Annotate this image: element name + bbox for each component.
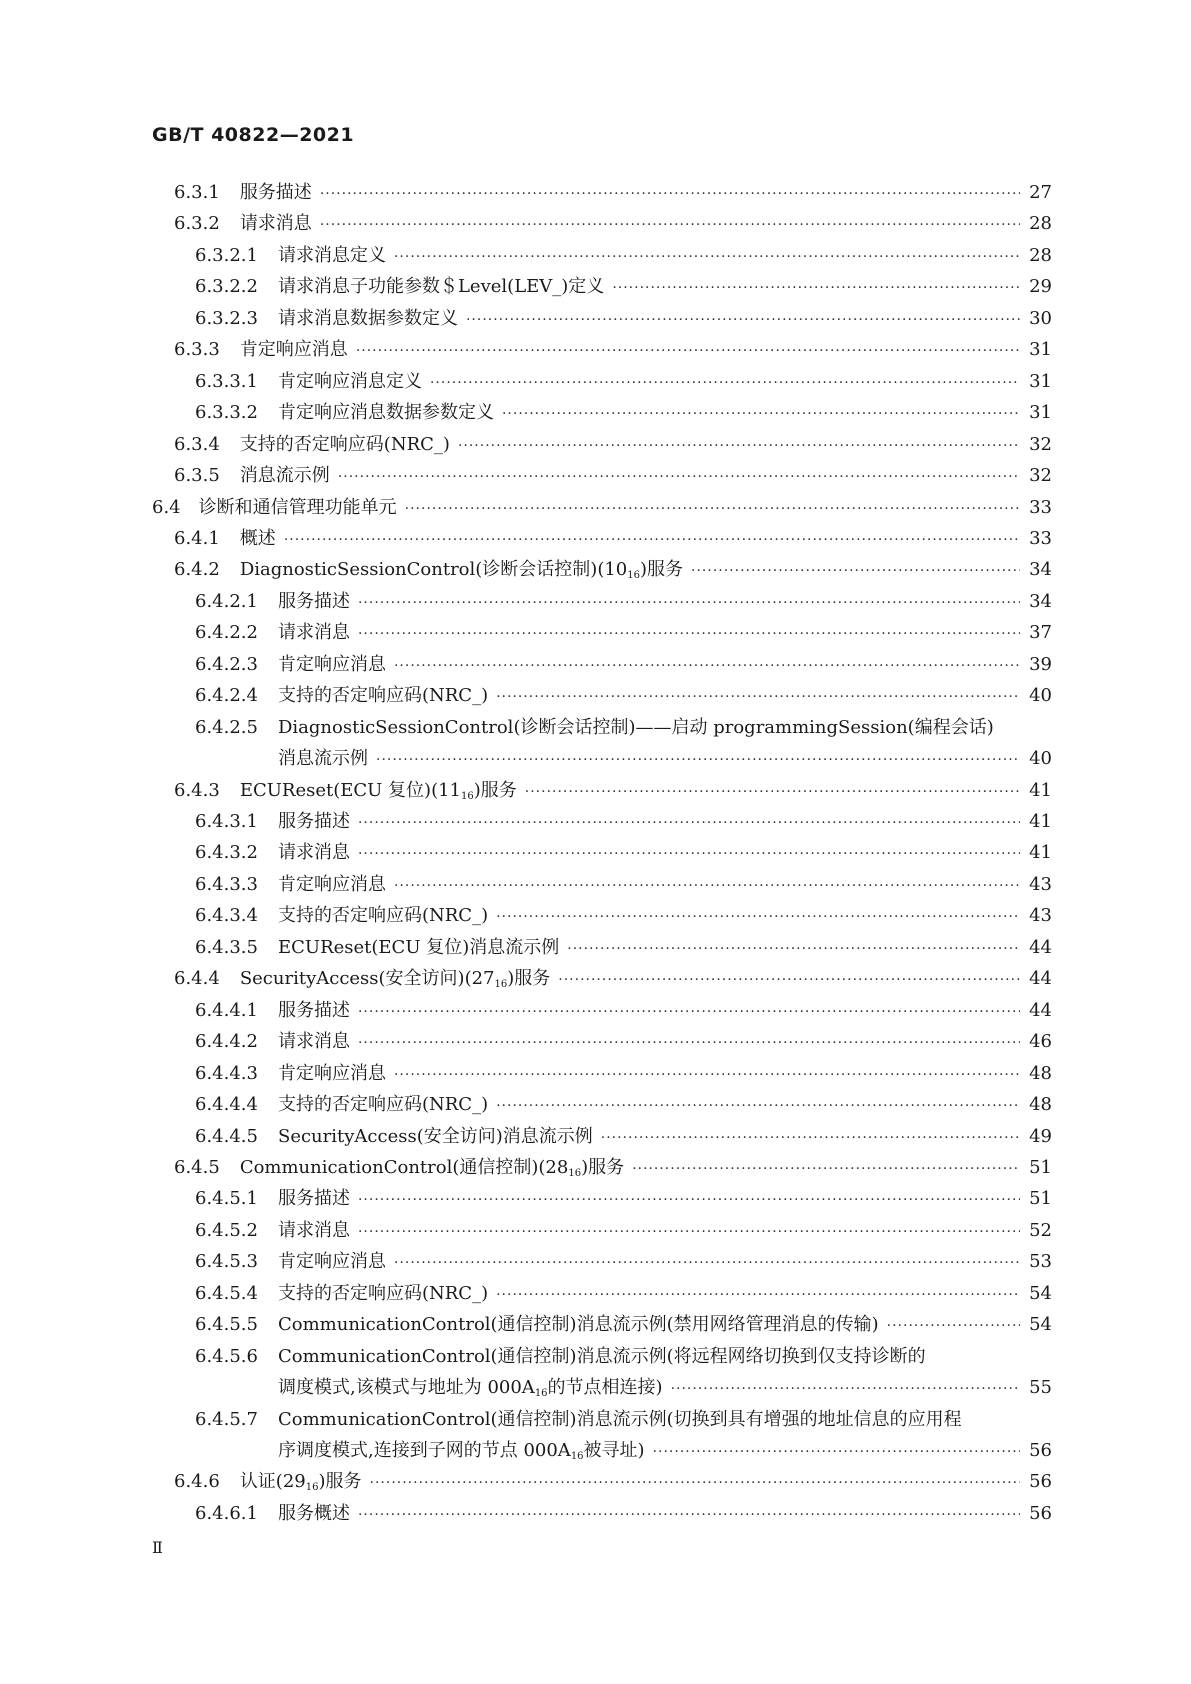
subscript: 16	[305, 1482, 319, 1493]
toc-entry-title: 请求消息	[239, 213, 312, 234]
leader-dots	[338, 469, 1020, 485]
toc-entry-page: 54	[1029, 1283, 1052, 1304]
toc-entry-number: 6.4.4.5	[195, 1126, 258, 1147]
toc-entry-title: CommunicationControl(通信控制)消息流示例(禁用网络管理消息的传输)	[277, 1314, 879, 1335]
toc-entry-title: DiagnosticSessionControl(诊断会话控制)——启动 programmingSession(编程会话)	[277, 717, 994, 738]
toc-entry-page: 41	[1029, 780, 1052, 801]
toc-entry-title: 支持的否定响应码(NRC_)	[277, 1094, 489, 1115]
toc-entry-page: 27	[1029, 182, 1052, 203]
toc-entry-title: 支持的否定响应码(NRC_)	[277, 1283, 489, 1304]
toc-entry-page: 39	[1029, 654, 1052, 675]
toc-entry-number: 6.3.2.1	[195, 245, 258, 266]
toc-entry-title-cont: 调度模式,该模式与地址为 $000A_{16}$的节点相连接)	[278, 1377, 663, 1399]
toc-entry-page: 46	[1029, 1031, 1052, 1052]
toc-entry	[195, 933, 1052, 959]
subscript: 16	[570, 1451, 584, 1462]
toc-entry-page: 43	[1029, 874, 1052, 895]
toc-entry-title: 肯定响应消息数据参数定义	[277, 402, 494, 423]
toc-entry-title: 支持的否定响应码(NRC_)	[277, 685, 489, 706]
toc-entry	[174, 964, 1052, 990]
toc-entry-number: 6.3.2.2	[195, 276, 258, 297]
toc-entry-page: 33	[1029, 497, 1052, 518]
toc-entry-number: 6.3.5	[174, 465, 220, 486]
leader-dots	[358, 846, 1020, 862]
toc-entry	[152, 493, 1052, 519]
toc-entry	[195, 1405, 1052, 1431]
toc-entry-number: 6.4.2.4	[195, 685, 258, 706]
leader-dots	[284, 532, 1020, 548]
toc-entry-page: 41	[1029, 811, 1052, 832]
toc-entry-number: 6.4.3	[174, 780, 220, 801]
toc-entry	[195, 1090, 1052, 1116]
toc-entry-page: 44	[1029, 1000, 1052, 1021]
toc-entry-number: 6.3.2.3	[195, 308, 258, 329]
toc-entry-number: 6.4.5.7	[195, 1409, 258, 1430]
toc-entry-number: 6.3.4	[174, 434, 220, 455]
toc-entry-number: 6.4.5.2	[195, 1220, 258, 1241]
toc-entry-title: 请求消息	[277, 622, 350, 643]
toc-entry-page: 32	[1029, 434, 1052, 455]
toc-entry	[195, 1342, 1052, 1368]
toc-entry-page: 31	[1029, 339, 1052, 360]
toc-entry-page: 51	[1029, 1188, 1052, 1209]
toc-entry-page: 54	[1029, 1314, 1052, 1335]
toc-entry-number: 6.4.3.5	[195, 937, 258, 958]
toc-entry-page: 49	[1029, 1126, 1052, 1147]
toc-entry-page: 40	[1029, 685, 1052, 706]
toc-entry-title: 肯定响应消息	[277, 654, 386, 675]
toc-entry-number: 6.4.2.3	[195, 654, 258, 675]
toc-entry	[174, 555, 1052, 581]
toc-entry	[195, 1247, 1052, 1273]
leader-dots	[458, 438, 1020, 454]
toc-entry-page: 48	[1029, 1094, 1052, 1115]
leader-dots	[502, 406, 1020, 422]
document-header: GB/T 40822—2021	[152, 124, 355, 146]
toc-entry	[195, 996, 1052, 1022]
toc-entry-title: 支持的否定响应码(NRC_)	[239, 434, 450, 455]
toc-entry-number: 6.4.3.3	[195, 874, 258, 895]
leader-dots	[358, 595, 1020, 611]
subscript: 16	[461, 791, 474, 802]
toc-entry-title-cont: 序调度模式,连接到子网的节点 $000A_{16}$被寻址)	[278, 1440, 645, 1462]
toc-entry	[195, 681, 1052, 707]
toc-entry	[174, 209, 1052, 235]
toc-entry-page: 31	[1029, 402, 1052, 423]
toc-entry-title: ECUReset(ECU 复位)消息流示例	[277, 937, 560, 958]
toc-entry-number: 6.4.6	[174, 1471, 220, 1492]
toc-entry-number: 6.4.4.3	[195, 1063, 258, 1084]
leader-dots	[394, 1067, 1020, 1083]
toc-entry-number: 6.4.2.5	[195, 717, 258, 738]
toc-entry-title: 请求消息	[277, 1220, 350, 1241]
toc-entry	[195, 713, 1052, 739]
toc-entry-number: 6.3.3.2	[195, 402, 258, 423]
toc-entry-page: 40	[1029, 748, 1052, 769]
toc-entry-title: 概述	[239, 528, 276, 549]
toc-entry-title: 肯定响应消息	[277, 1063, 386, 1084]
toc-entry	[195, 870, 1052, 896]
toc-entry-title: 服务描述	[277, 811, 350, 832]
toc-entry-page: 53	[1029, 1251, 1052, 1272]
toc-entry-number: 6.3.3	[174, 339, 220, 360]
toc-entry-page: 43	[1029, 905, 1052, 926]
toc-entry	[195, 1310, 1052, 1336]
leader-dots	[358, 1192, 1020, 1208]
toc-entry-title: CommunicationControl(通信控制)消息流示例(切换到具有增强的地址信息的应用程	[277, 1409, 962, 1430]
leader-dots	[496, 1287, 1020, 1303]
toc-entry	[195, 838, 1052, 864]
leader-dots	[496, 689, 1020, 705]
toc-entry-page: 34	[1029, 559, 1052, 580]
toc-entry-title: 请求消息	[277, 842, 350, 863]
leader-dots	[356, 343, 1020, 359]
toc-entry-page: 41	[1029, 842, 1052, 863]
toc-entry-title: 服务描述	[277, 591, 350, 612]
leader-dots	[358, 1507, 1020, 1523]
toc-entry-page: 37	[1029, 622, 1052, 643]
toc-entry	[174, 335, 1052, 361]
toc-entry-page: 55	[1029, 1377, 1052, 1398]
toc-entry	[174, 524, 1052, 550]
toc-entry-title: 请求消息	[277, 1031, 350, 1052]
toc-entry-page: 34	[1029, 591, 1052, 612]
toc-entry-page: 56	[1029, 1471, 1052, 1492]
toc-entry-title: 认证$(29_{16})$服务	[239, 1471, 362, 1493]
toc-entry-number: 6.4.4.1	[195, 1000, 258, 1021]
leader-dots	[376, 752, 1020, 768]
page-number-footer: Ⅱ	[152, 1538, 163, 1557]
leader-dots	[320, 217, 1020, 233]
toc-entry	[195, 1279, 1052, 1305]
toc-entry-number: 6.3.1	[174, 182, 220, 203]
toc-entry	[195, 1027, 1052, 1053]
toc-entry-page: 56	[1029, 1503, 1052, 1524]
toc-entry-title: 肯定响应消息	[277, 1251, 386, 1272]
leader-dots	[394, 249, 1020, 265]
toc-entry	[195, 398, 1052, 424]
toc-entry-number: 6.4.4.4	[195, 1094, 258, 1115]
toc-entry-title: 请求消息子功能参数＄Level(LEV_)定义	[277, 276, 605, 297]
toc-entry	[195, 901, 1052, 927]
toc-entry-number: 6.4.5.6	[195, 1346, 258, 1367]
toc-entry-number: 6.4.4	[174, 968, 220, 989]
toc-entry	[195, 272, 1052, 298]
toc-entry	[174, 1153, 1052, 1179]
leader-dots	[394, 878, 1020, 894]
toc-entry	[174, 430, 1052, 456]
leader-dots	[358, 1224, 1020, 1240]
toc-entry-title: 请求消息定义	[277, 245, 386, 266]
toc-entry-title-cont: 消息流示例	[278, 748, 368, 769]
leader-dots	[496, 909, 1020, 925]
leader-dots	[358, 1004, 1020, 1020]
toc-entry	[174, 1467, 1052, 1493]
leader-dots	[394, 1255, 1020, 1271]
leader-dots	[558, 972, 1020, 988]
leader-dots	[370, 1475, 1020, 1491]
leader-dots	[691, 563, 1020, 579]
leader-dots	[567, 941, 1020, 957]
toc-entry-continuation	[278, 1373, 1052, 1399]
toc-entry-title: 诊断和通信管理功能单元	[198, 497, 397, 518]
toc-entry-page: 31	[1029, 371, 1052, 392]
toc-entry-page: 33	[1029, 528, 1052, 549]
toc-entry-page: 44	[1029, 968, 1052, 989]
leader-dots	[466, 312, 1020, 328]
toc-entry	[195, 304, 1052, 330]
toc-entry-title: 肯定响应消息	[277, 874, 386, 895]
toc-entry	[174, 776, 1052, 802]
toc-entry-continuation	[278, 744, 1052, 770]
toc-entry-number: 6.3.2	[174, 213, 220, 234]
toc-entry-number: 6.4.2.1	[195, 591, 258, 612]
subscript: 16	[627, 570, 640, 581]
leader-dots	[653, 1444, 1020, 1460]
leader-dots	[430, 375, 1020, 391]
toc-entry-number: 6.4.5.1	[195, 1188, 258, 1209]
toc-entry	[195, 618, 1052, 644]
toc-entry-title: CommunicationControl(通信控制)$(28_{16})$服务	[239, 1157, 625, 1179]
toc-entry-page: 28	[1029, 245, 1052, 266]
toc-entry-number: 6.4.3.1	[195, 811, 258, 832]
toc-entry-title: ECUReset(ECU 复位)$(11_{16})$服务	[239, 780, 517, 802]
toc-entry	[195, 241, 1052, 267]
toc-entry-title: SecurityAccess(安全访问)消息流示例	[277, 1126, 593, 1147]
toc-entry	[195, 1216, 1052, 1242]
toc-entry-title: SecurityAccess(安全访问)$(27_{16})$服务	[239, 968, 551, 990]
leader-dots	[394, 658, 1020, 674]
toc-entry-title: 服务描述	[277, 1188, 350, 1209]
toc-entry	[195, 1122, 1052, 1148]
toc-entry-page: 52	[1029, 1220, 1052, 1241]
toc-entry-number: 6.3.3.1	[195, 371, 258, 392]
toc-entry-number: 6.4.3.4	[195, 905, 258, 926]
subscript: 16	[494, 979, 508, 990]
toc-entry-page: 28	[1029, 213, 1052, 234]
leader-dots	[612, 280, 1020, 296]
subscript: 16	[534, 1388, 548, 1399]
toc-entry-number: 6.4.2.2	[195, 622, 258, 643]
toc-entry-number: 6.4	[152, 497, 181, 518]
toc-entry-page: 29	[1029, 276, 1052, 297]
toc-entry-title: 服务描述	[239, 182, 312, 203]
toc-entry-title: 请求消息数据参数定义	[277, 308, 458, 329]
leader-dots	[601, 1130, 1020, 1146]
toc-entry-number: 6.4.3.2	[195, 842, 258, 863]
toc-entry	[195, 1184, 1052, 1210]
toc-entry-number: 6.4.2	[174, 559, 220, 580]
leader-dots	[358, 626, 1020, 642]
toc-entry-page: 30	[1029, 308, 1052, 329]
toc-entry-number: 6.4.5.3	[195, 1251, 258, 1272]
toc-entry	[195, 807, 1052, 833]
leader-dots	[358, 1035, 1020, 1051]
toc-entry	[195, 1499, 1052, 1525]
leader-dots	[525, 784, 1020, 800]
toc-entry-number: 6.4.5.4	[195, 1283, 258, 1304]
toc-entry-page: 48	[1029, 1063, 1052, 1084]
leader-dots	[671, 1381, 1020, 1397]
toc-entry-title: 肯定响应消息定义	[277, 371, 422, 392]
toc-entry-title: 支持的否定响应码(NRC_)	[277, 905, 489, 926]
toc-entry-continuation	[278, 1436, 1052, 1462]
toc-entry-number: 6.4.6.1	[195, 1503, 258, 1524]
leader-dots	[320, 186, 1020, 202]
toc-entry-title: 服务描述	[277, 1000, 350, 1021]
toc-entry-title: 肯定响应消息	[239, 339, 348, 360]
toc-entry-title: 消息流示例	[239, 465, 330, 486]
toc-entry-number: 6.4.4.2	[195, 1031, 258, 1052]
toc-entry-title: 服务概述	[277, 1503, 350, 1524]
toc-entry-title: DiagnosticSessionControl(诊断会话控制)$(10_{16})$服务	[239, 559, 684, 581]
toc-entry-number: 6.4.5	[174, 1157, 220, 1178]
leader-dots	[887, 1318, 1020, 1334]
toc-entry	[195, 587, 1052, 613]
toc-entry-page: 51	[1029, 1157, 1052, 1178]
toc-entry-page: 32	[1029, 465, 1052, 486]
toc-entry	[195, 367, 1052, 393]
subscript: 16	[568, 1168, 582, 1179]
toc-entry	[195, 650, 1052, 676]
toc-entry	[174, 461, 1052, 487]
toc-entry-title: CommunicationControl(通信控制)消息流示例(将远程网络切换到仅支持诊断的	[277, 1346, 926, 1367]
toc-entry	[174, 178, 1052, 204]
toc-entry-page: 44	[1029, 937, 1052, 958]
toc-entry	[195, 1059, 1052, 1085]
leader-dots	[496, 1098, 1020, 1114]
leader-dots	[358, 815, 1020, 831]
leader-dots	[632, 1161, 1020, 1177]
toc-entry-page: 56	[1029, 1440, 1052, 1461]
toc-entry-number: 6.4.5.5	[195, 1314, 258, 1335]
toc-entry-number: 6.4.1	[174, 528, 220, 549]
leader-dots	[405, 501, 1020, 517]
